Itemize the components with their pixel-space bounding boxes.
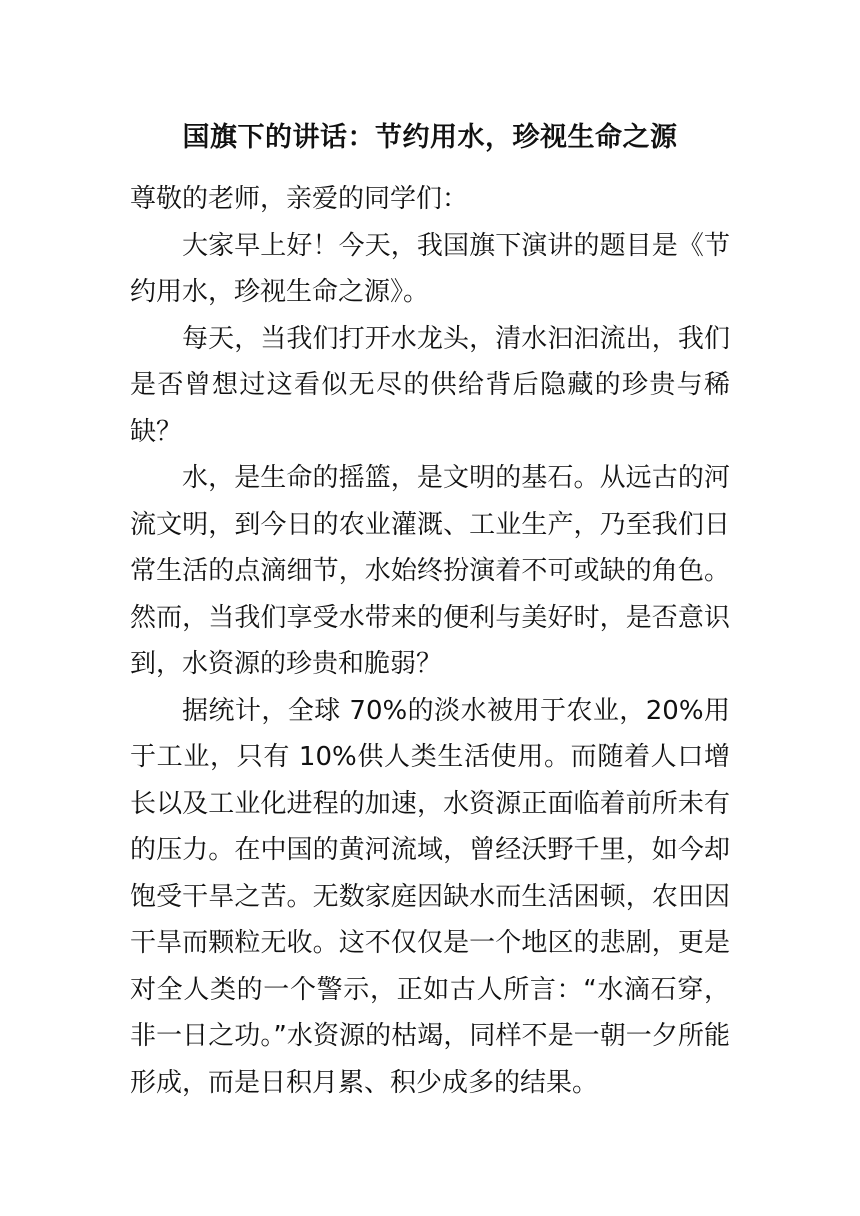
- paragraph-water-civilization: 水，是生命的摇篮，是文明的基石。从远古的河流文明，到今日的农业灌溉、工业生产，乃至我们日常生活的点滴细节，水始终扮演着不可或缺的角色。然而，当我们享受水带来的便利与美好时，是否意识到，水资源的珍贵和脆弱？: [130, 463, 730, 679]
- paragraph-question: 每天，当我们打开水龙头，清水汩汩流出，我们是否曾想过这看似无尽的供给背后隐藏的珍贵与稀缺？: [130, 323, 730, 447]
- paragraph-statistics: 据统计，全球 70%的淡水被用于农业，20%用于工业，只有 10%供人类生活使用。而随着人口增长以及工业化进程的加速，水资源正面临着前所未有的压力。在中国的黄河流域，曾经沃野千里，如今却饱受干旱之苦。无数家庭因缺水而生活困顿，农田因干旱而颗粒无收。这不仅仅是一个地区的悲剧，更是对全人类的一个警示，正如古人所言：“水滴石穿，非一日之功。”水资源的枯竭，同样不是一朝一夕所能形成，而是日积月累、积少成多的结果。: [130, 695, 730, 1098]
- speech-body: [130, 176, 730, 1106]
- paragraph-greeting: 大家早上好！今天，我国旗下演讲的题目是《节约用水，珍视生命之源》。: [130, 230, 730, 307]
- speech-title: 国旗下的讲话：节约用水，珍视生命之源: [182, 122, 678, 153]
- salutation: 尊敬的老师，亲爱的同学们：: [130, 184, 469, 214]
